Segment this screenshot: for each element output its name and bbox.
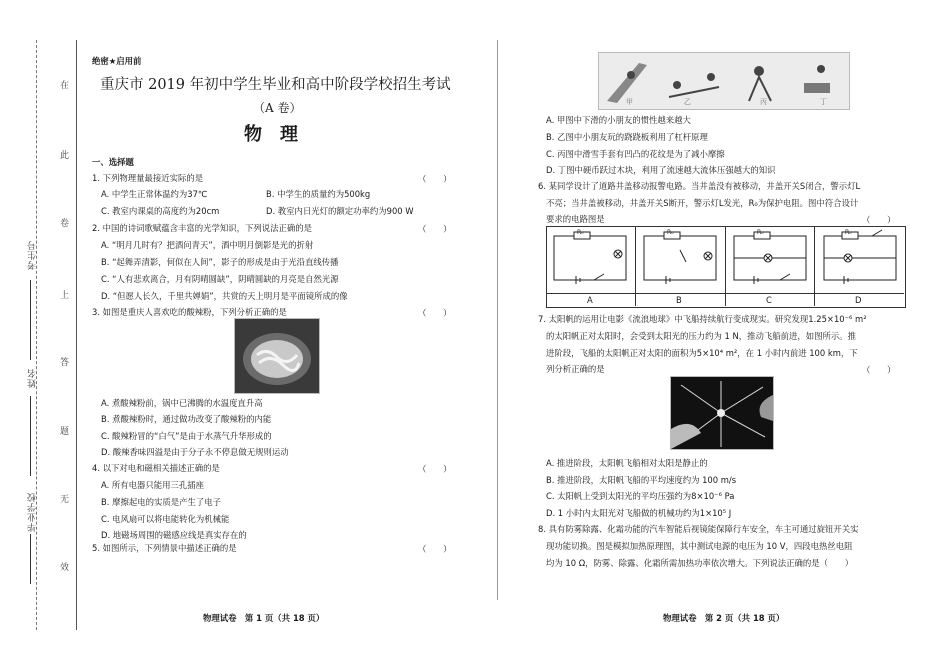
noodle-bowl-image xyxy=(234,318,320,394)
q7-answer-paren: （ ） xyxy=(862,365,896,375)
q6-line3: 要求的电路图是 xyxy=(546,214,605,224)
q2-option-b: B. “起舞弄清影，何似在人间”，影子的形成是由于光沿直线传播 xyxy=(101,257,339,267)
q4-option-d: D. 地磁场周围的磁感应线是真实存在的 xyxy=(101,530,247,540)
q4-option-b: B. 摩擦起电的实质是产生了电子 xyxy=(101,497,221,507)
q7-option-b: B. 推进阶段，太阳帆飞船的平均速度约为 100 m/s xyxy=(546,475,737,485)
q6-label-d: D xyxy=(855,295,862,305)
q3-answer-paren: （ ） xyxy=(418,308,452,318)
page2-footer: 物理试卷 第 2 页（共 18 页） xyxy=(663,613,785,623)
school-underline xyxy=(30,534,31,584)
q1-option-a: A. 中学生正常体温约为37℃ xyxy=(101,189,208,199)
field-student-id: 考生号 xyxy=(28,240,38,270)
q6-d-r0: R₀ xyxy=(845,229,852,236)
q8-line2: 现功能切换。图是模拟加热原理图，其中测试电源的电压为 10 V，四段电热丝电阻 xyxy=(546,541,853,551)
field-school: 毕业学校 xyxy=(28,492,38,532)
q7-line3: 进阶段，飞船的太阳帆正对太阳的面积为5×10⁴ m²，在 1 小时内前进 100 km，下 xyxy=(546,348,858,358)
pic-label-yi: 乙 xyxy=(684,98,691,106)
q1-stem: 1. 下列物理量最接近实际的是 xyxy=(92,173,204,183)
seal-char: 在 xyxy=(60,81,70,91)
q3-option-c: C. 酸辣粉冒的“白气”是由于水蒸气升华形成的 xyxy=(101,431,272,441)
q5-answer-paren: （ ） xyxy=(418,544,452,554)
q5-option-c: C. 丙图中滑雪手套有凹凸的花纹是为了减小摩擦 xyxy=(546,149,725,159)
name-underline xyxy=(30,396,31,476)
q6-label-c: C xyxy=(766,295,772,305)
q6-answer-paren: （ ） xyxy=(862,215,896,225)
seal-char: 卷 xyxy=(60,219,70,229)
q7-option-d: D. 1 小时内太阳光对飞船做的机械功约为1×10⁵ J xyxy=(546,508,732,518)
seal-char: 题 xyxy=(60,427,70,437)
seal-char: 此 xyxy=(60,151,70,161)
q3-option-a: A. 煮酸辣粉前，锅中已沸腾的水温度直升高 xyxy=(101,398,263,408)
page-divider xyxy=(497,40,498,600)
q7-line2: 的太阳帆正对太阳时，会受到太阳光的压力约为 1 N，推动飞船前进，如图所示。推 xyxy=(546,331,857,341)
solar-sail-image xyxy=(670,376,774,450)
q2-option-d: D. “但愿人长久，千里共婵娟”，共赏的天上明月是平面镜所成的像 xyxy=(101,291,348,301)
pic-label-bing: 丙 xyxy=(760,98,767,106)
margin-line xyxy=(76,40,77,630)
q1-answer-paren: （ ） xyxy=(418,174,452,184)
secret-label: 绝密★启用前 xyxy=(92,56,142,66)
exam-title: 重庆市 2019 年初中学生毕业和高中阶段学校招生考试 xyxy=(100,77,451,93)
q2-option-c: C. “人有悲欢离合，月有阴晴圆缺”，阴晴圆缺的月亮是自然光源 xyxy=(101,274,339,284)
q6-label-a: A xyxy=(587,295,593,305)
seal-char: 上 xyxy=(60,291,70,301)
q2-answer-paren: （ ） xyxy=(418,224,452,234)
q3-option-d: D. 酸辣香味四溢是由于分子永不停息做无规则运动 xyxy=(101,447,289,457)
pic-label-jia: 甲 xyxy=(626,98,633,106)
q4-option-c: C. 电风扇可以将电能转化为机械能 xyxy=(101,514,230,524)
q7-option-c: C. 太阳帆上受到太阳光的平均压强约为8×10⁻⁶ Pa xyxy=(546,491,735,501)
q6-a-r0: R₀ xyxy=(577,229,584,236)
q4-option-a: A. 所有电器只能用三孔插座 xyxy=(101,480,205,490)
field-name: 姓名 xyxy=(28,368,38,388)
seal-char: 无 xyxy=(60,495,70,505)
q2-stem: 2. 中国的诗词歌赋蕴含丰富的光学知识，下列说法正确的是 xyxy=(92,223,313,233)
pic-label-ding: 丁 xyxy=(820,98,827,106)
q7-option-a: A. 推进阶段，太阳帆飞船相对太阳是静止的 xyxy=(546,458,708,468)
page1-footer: 物理试卷 第 1 页（共 18 页） xyxy=(203,613,325,623)
q7-line4: 列分析正确的是 xyxy=(546,364,605,374)
q1-option-d: D. 教室内日光灯的额定功率约为900 W xyxy=(266,206,414,216)
q8-line3: 均为 10 Ω，防雾、除露、化霜所需加热功率依次增大。下列说法正确的是（ ） xyxy=(546,558,854,568)
q6-line1: 6. 某同学设计了道路井盖移动报警电路。当井盖没有被移动，井盖开关S闭合，警示灯L xyxy=(538,181,861,191)
q1-option-b: B. 中学生的质量约为500kg xyxy=(266,189,371,199)
q6-label-b: B xyxy=(676,295,682,305)
seal-char: 答 xyxy=(60,358,70,368)
seal-char: 效 xyxy=(60,563,70,573)
subject-title: 物 理 xyxy=(244,124,298,145)
q3-option-b: B. 煮酸辣粉时，通过做功改变了酸辣粉的内能 xyxy=(101,414,272,424)
margin-dashed-line xyxy=(36,40,37,630)
section-heading: 一、选择题 xyxy=(92,157,134,167)
q5-option-a: A. 甲图中下滑的小朋友的惯性越来越大 xyxy=(546,115,691,125)
q8-line1: 8. 具有防雾除露、化霜功能的汽车智能后视镜能保障行车安全，车主可通过旋钮开关实 xyxy=(538,524,859,534)
q7-line1: 7. 太阳帆的运用让电影《流浪地球》中飞船持续航行变成现实。研究发现1.25×10⁻⁶ m² xyxy=(538,314,867,324)
q6-b-r0: R₀ xyxy=(667,229,674,236)
q2-option-a: A. “明月几时有？把酒问青天”，酒中明月倒影是光的折射 xyxy=(101,240,314,250)
q4-stem: 4. 以下对电和磁相关描述正确的是 xyxy=(92,463,220,473)
q5-scenes-image xyxy=(598,52,850,110)
q4-answer-paren: （ ） xyxy=(418,464,452,474)
q5-option-d: D. 丁图中硬币跃过木块，利用了流速越大流体压强越大的知识 xyxy=(546,165,776,175)
q5-stem: 5. 如图所示，下列情景中描述正确的是 xyxy=(92,543,237,553)
exam-subtitle: （A 卷） xyxy=(253,101,302,115)
q6-c-r0: R₀ xyxy=(757,229,764,236)
student-id-underline xyxy=(30,280,31,360)
q1-option-c: C. 教室内课桌的高度约为20cm xyxy=(101,206,220,216)
q3-stem: 3. 如图是重庆人喜欢吃的酸辣粉，下列分析正确的是 xyxy=(92,307,287,317)
q5-option-b: B. 乙图中小朋友玩的跷跷板利用了杠杆原理 xyxy=(546,132,708,142)
q6-line2: 不亮；当井盖被移动，井盖开关S断开，警示灯L发光，R₀为保护电阻。图中符合设计 xyxy=(546,198,859,208)
